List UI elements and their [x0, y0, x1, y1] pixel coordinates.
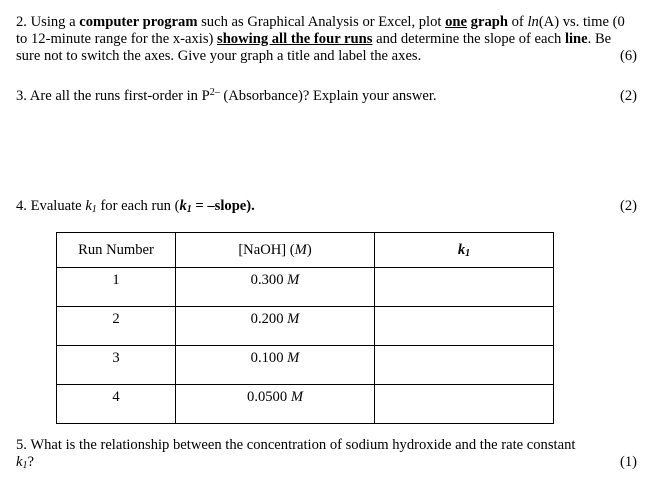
- q5-k-subscript: 1: [22, 460, 28, 471]
- q2-underline-all-runs: showing all the four runs: [217, 31, 373, 47]
- conc-unit: M: [290, 389, 303, 405]
- cell-conc: [176, 346, 375, 385]
- q5-points: (1): [619, 454, 637, 470]
- header-naoh-unit: M: [294, 241, 307, 258]
- question-4: [16, 198, 638, 215]
- q5-number: 5.: [16, 437, 27, 453]
- q5-question-mark: ?: [27, 454, 34, 470]
- table-row: [57, 268, 554, 307]
- table-header-row: [57, 233, 554, 268]
- q2-bold-line: line: [564, 31, 588, 47]
- q2-text: and determine the slope of each: [372, 31, 565, 47]
- header-run-number: Run Number: [57, 233, 176, 268]
- q4-text: Evaluate: [30, 198, 86, 214]
- rate-constant-table: [56, 232, 554, 424]
- question-3: [16, 88, 638, 105]
- q4-k-symbol-bold: k: [179, 198, 187, 214]
- q2-text: (A) vs. time (0 to 12-minute range for the x-axis): [16, 14, 625, 47]
- q3-text: Are all the runs first-order in P: [29, 88, 210, 104]
- conc-value: 0.200: [250, 311, 284, 327]
- q3-superscript: 2–: [209, 87, 220, 98]
- q4-bold-slope: = –slope).: [191, 198, 255, 214]
- q2-bold-computer-program: computer program: [79, 14, 198, 30]
- q2-underline-one: one: [445, 14, 468, 30]
- cell-conc: [176, 268, 375, 307]
- q4-points: (2): [619, 198, 637, 214]
- header-naoh-close: ): [306, 241, 312, 258]
- cell-run: 2: [57, 307, 176, 346]
- q4-number: 4.: [16, 198, 27, 214]
- table-row: [57, 385, 554, 424]
- header-naoh-label: [NaOH] (: [238, 241, 295, 258]
- question-5: [16, 437, 638, 471]
- q2-text: of: [507, 14, 528, 30]
- header-k-subscript: 1: [465, 247, 471, 259]
- q5-text: What is the relationship between the concentration of sodium hydroxide and the rate constant: [30, 437, 576, 453]
- cell-k1-empty[interactable]: [375, 307, 554, 346]
- q2-points: (6): [619, 48, 637, 64]
- q3-points: (2): [619, 88, 637, 104]
- conc-value: 0.0500: [247, 389, 288, 405]
- q4-k-subscript-bold: 1: [186, 204, 192, 215]
- conc-value: 0.300: [250, 272, 284, 288]
- cell-k1-empty[interactable]: [375, 346, 554, 385]
- table-row: [57, 307, 554, 346]
- q4-k-subscript: 1: [91, 204, 97, 215]
- cell-run: 1: [57, 268, 176, 307]
- question-2: [16, 14, 638, 65]
- cell-conc: [176, 385, 375, 424]
- table-row: [57, 346, 554, 385]
- conc-value: 0.100: [250, 350, 284, 366]
- conc-unit: M: [287, 272, 300, 288]
- header-k-symbol: k: [457, 241, 466, 258]
- header-naoh: [176, 233, 375, 268]
- q4-text: for each run (: [96, 198, 180, 214]
- q5-k-symbol: k: [16, 454, 23, 470]
- q4-k-symbol: k: [85, 198, 92, 214]
- q2-bold-graph: graph: [470, 14, 508, 30]
- q3-number: 3.: [16, 88, 27, 104]
- cell-conc: [176, 307, 375, 346]
- q2-number: 2.: [16, 14, 27, 30]
- cell-run: 3: [57, 346, 176, 385]
- cell-k1-empty[interactable]: [375, 385, 554, 424]
- q2-text: such as Graphical Analysis or Excel, plot: [197, 14, 446, 30]
- q3-text: (Absorbance)? Explain your answer.: [219, 88, 437, 104]
- cell-k1-empty[interactable]: [375, 268, 554, 307]
- q2-text: . Be sure not to switch the axes. Give your graph a title and label the axes.: [16, 31, 612, 64]
- conc-unit: M: [287, 311, 300, 327]
- header-k1: [375, 233, 554, 268]
- conc-unit: M: [287, 350, 300, 366]
- cell-run: 4: [57, 385, 176, 424]
- q2-italic-ln: ln: [527, 14, 539, 30]
- q2-text: Using a: [30, 14, 80, 30]
